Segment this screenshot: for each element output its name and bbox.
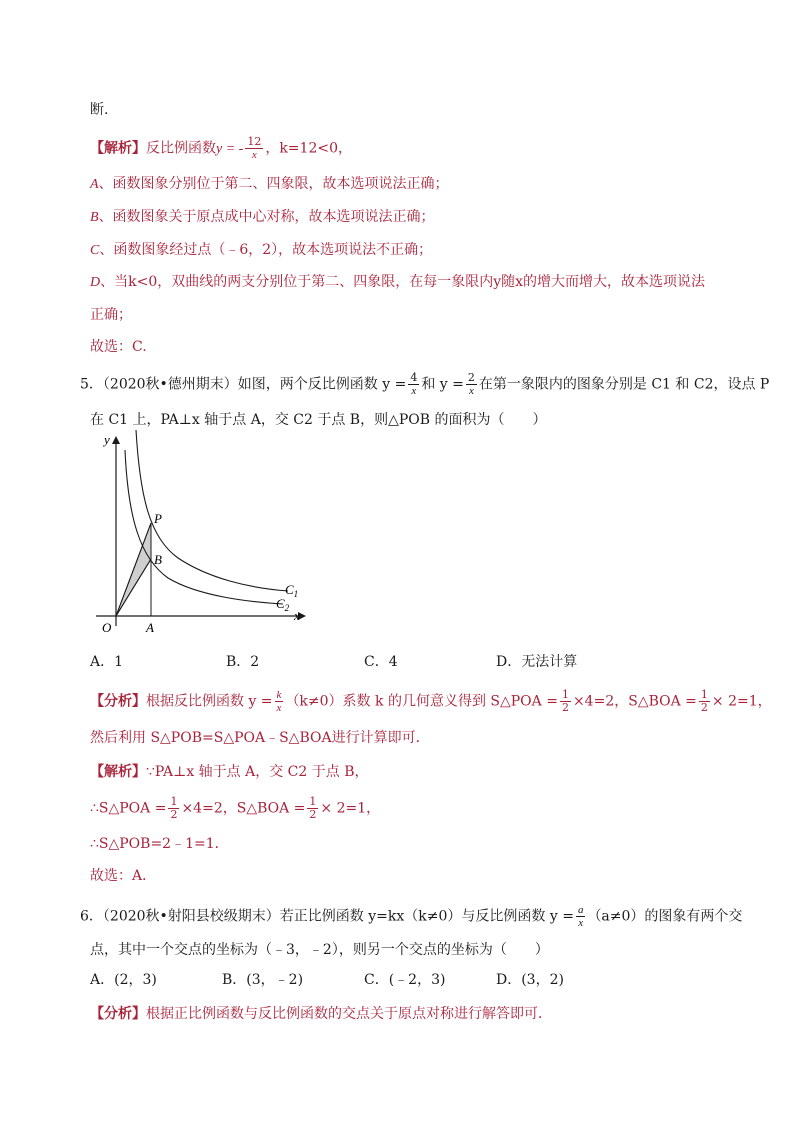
q5-option-a[interactable]: A．1 — [90, 654, 124, 670]
h3-num: 1 — [170, 795, 178, 808]
label-b-point: B — [154, 552, 162, 567]
q4-option-b — [90, 207, 435, 228]
q5-frac-4x — [408, 372, 419, 397]
label-y: y — [104, 432, 110, 447]
q5-jiexi-tag: 【解析】 — [90, 764, 146, 780]
q4-continued-text: 断. — [90, 102, 109, 118]
f2-num: 2 — [467, 371, 475, 384]
h2-num: 1 — [700, 688, 708, 701]
q6-stem-b: （a≠0）的图象有两个交 — [587, 908, 743, 925]
frac-half-4 — [307, 796, 318, 821]
q5-stem-line2: 在 C1 上，PA⊥x 轴于点 A，交 C2 于点 B，则△POB 的面积为（ ） — [90, 412, 547, 428]
q4-option-a — [90, 174, 449, 195]
line-ob — [116, 559, 151, 616]
fk-num: k — [276, 689, 282, 701]
label-d: D — [90, 275, 101, 290]
label-o: O — [102, 620, 112, 635]
jiexi2-b: ×4=2，S△BOA = — [181, 800, 306, 817]
h3-den: 2 — [170, 808, 178, 821]
frac-kx — [275, 689, 284, 714]
f1-num: 4 — [410, 371, 418, 384]
q4-option-d — [90, 272, 705, 293]
frac-half-2 — [699, 689, 710, 714]
q5-fenxi-line1 — [90, 689, 772, 714]
c2-letter: C — [276, 596, 285, 611]
q4-option-d-cont: 正确； — [90, 307, 132, 323]
label-a-point: A — [146, 620, 154, 635]
text-c: 、函数图象经过点（﹣6，2），故本选项说法不正确； — [99, 242, 433, 258]
q5-option-b[interactable]: B．2 — [226, 654, 260, 670]
h1-den: 2 — [561, 701, 569, 714]
text-a: 、函数图象分别位于第二、四象限，故本选项说法正确； — [98, 176, 449, 192]
q5-answer: 故选：A． — [90, 868, 157, 884]
q5-option-d[interactable]: D．无法计算 — [496, 654, 578, 670]
f2-den: x — [468, 385, 474, 397]
k-text: ，k=12<0， — [265, 140, 352, 157]
fa-num: a — [577, 904, 584, 916]
q6-stem-line1 — [80, 904, 742, 929]
jiexi-tag: 【解析】 — [90, 140, 146, 157]
jiexi2-a: ∴S△POA = — [90, 800, 167, 817]
q4-jiexi-line — [90, 136, 352, 161]
c2-sub: 2 — [284, 603, 290, 613]
q6-option-d[interactable]: D．(3，2) — [496, 972, 564, 988]
func-den: x — [251, 149, 257, 161]
fenxi-b: （k≠0）系数 k 的几何意义得到 S△POA = — [285, 693, 558, 710]
q4-option-c — [90, 240, 432, 261]
label-b: B — [90, 210, 99, 225]
q5-jiexi-line3: ∴S△POB=2﹣1=1． — [90, 836, 229, 852]
fenxi-a: 根据反比例函数 y = — [146, 693, 273, 710]
frac-half-1 — [560, 689, 571, 714]
q4-answer: 故选：C. — [90, 339, 147, 355]
q6-fenxi-tag: 【分析】 — [90, 1006, 146, 1022]
c1-letter: C — [285, 582, 294, 597]
q5-fenxi-line2: 然后利用 S△POB=S△POA﹣S△BOA进行计算即可． — [90, 730, 430, 746]
line-op — [116, 523, 151, 616]
q6-option-c[interactable]: C．(﹣2，3) — [364, 972, 446, 988]
fenxi-d: × 2=1， — [711, 693, 772, 710]
fenxi-tag: 【分析】 — [90, 693, 146, 710]
c1-sub: 1 — [293, 589, 299, 599]
q5-stem-b: 和 y = — [421, 376, 464, 393]
q6-stem-a: 6．（2020秋•射阳县校级期末）若正比例函数 y=kx（k≠0）与反比例函数 y = — [80, 908, 574, 925]
func-fraction — [245, 136, 263, 161]
q6-option-a[interactable]: A．(2，3) — [90, 972, 157, 988]
jiexi-text: 反比例函数 — [146, 140, 216, 157]
q6-frac-ax — [576, 904, 586, 929]
text-d: 、当k<0，双曲线的两支分别位于第二、四象限，在每一象限内y随x的增大而增大，故本选项说法 — [100, 274, 706, 290]
q6-fenxi-text: 根据正比例函数与反比例函数的交点关于原点对称进行解答即可． — [146, 1006, 552, 1022]
q6-stem-line2: 点，其中一个交点的坐标为（﹣3，﹣2），则另一个交点的坐标为（ ） — [90, 942, 549, 958]
q5-figure — [88, 428, 318, 638]
label-a: A — [90, 177, 99, 192]
h4-den: 2 — [309, 808, 317, 821]
func-num: 12 — [247, 135, 262, 148]
label-c: C — [90, 243, 100, 258]
fa-den: x — [578, 917, 584, 929]
label-p: P — [154, 511, 162, 526]
q5-option-c[interactable]: C．4 — [364, 654, 398, 670]
q5-stem-a: 5．（2020秋•德州期末）如图，两个反比例函数 y = — [80, 376, 407, 393]
text-b: 、函数图象关于原点成中心对称，故本选项说法正确； — [98, 209, 435, 225]
q5-jiexi-line1 — [90, 762, 368, 782]
f1-den: x — [411, 385, 417, 397]
q5-stem-line1 — [80, 372, 769, 397]
h2-den: 2 — [700, 701, 708, 714]
q5-jiexi1: ∵PA⊥x 轴于点 A，交 C2 于点 B， — [146, 764, 369, 780]
q6-option-b[interactable]: B．(3，﹣2) — [222, 972, 304, 988]
fk-den: x — [276, 702, 282, 714]
fenxi-c: ×4=2，S△BOA = — [572, 693, 697, 710]
func-prefix: y = - — [216, 141, 244, 157]
jiexi2-c: × 2=1， — [320, 800, 381, 817]
label-c1 — [285, 582, 298, 599]
h1-num: 1 — [561, 688, 569, 701]
q5-frac-2x — [466, 372, 477, 397]
frac-half-3 — [168, 796, 179, 821]
h4-num: 1 — [309, 795, 317, 808]
q5-stem-c: 在第一象限内的图象分别是 C1 和 C2，设点 P — [478, 376, 770, 393]
q6-fenxi-line — [90, 1004, 552, 1024]
q5-jiexi-line2 — [90, 796, 380, 821]
label-c2 — [276, 596, 290, 613]
curve-c2 — [125, 450, 283, 604]
y-axis-arrow — [112, 436, 120, 444]
label-x: x — [294, 608, 300, 623]
